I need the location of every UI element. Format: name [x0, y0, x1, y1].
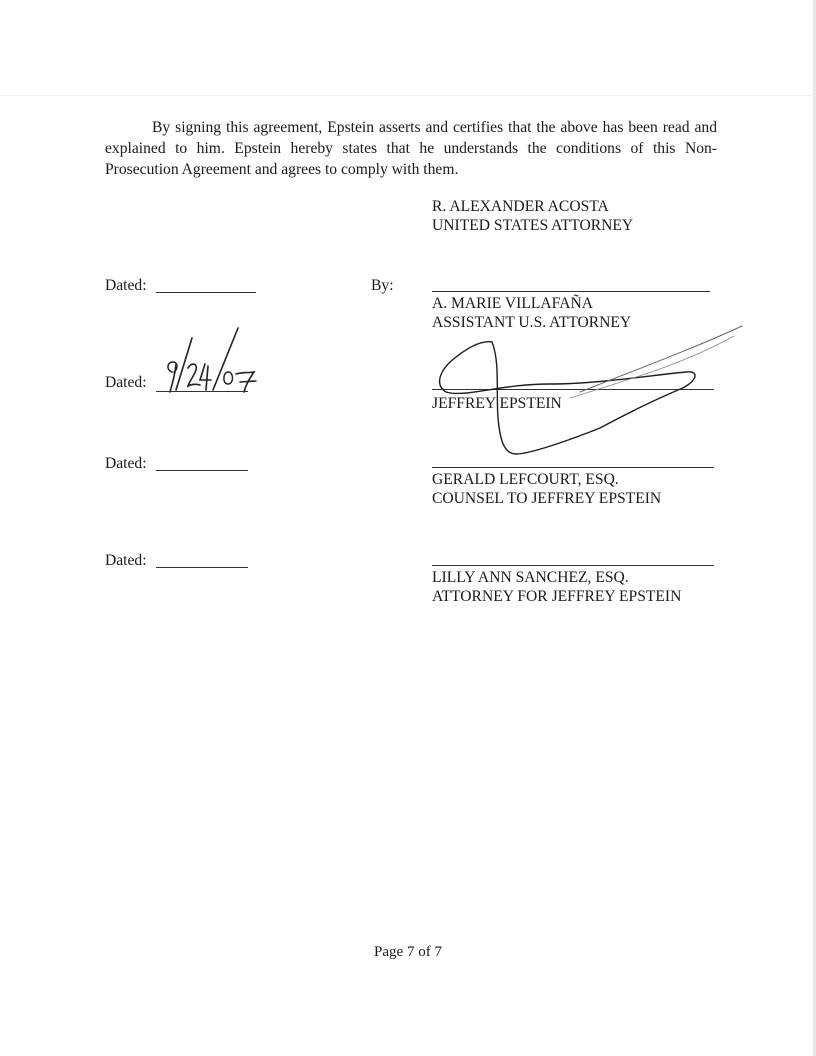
- certification-paragraph: By signing this agreement, Epstein asserts and certifies that the above has been read and explained to him. Epstein hereby states that he understands the conditions of this Non-Prosecution Agreement and agrees to comply with them.: [105, 119, 717, 178]
- dated-label-3: Dated:: [105, 455, 147, 472]
- signature-line-3: [432, 467, 714, 468]
- date-line-1: [156, 292, 256, 293]
- signature-line-1: [432, 291, 710, 292]
- dated-label-4: Dated:: [105, 552, 147, 569]
- lefcourt-title: COUNSEL TO JEFFREY EPSTEIN: [432, 490, 662, 507]
- epstein-signature: [430, 322, 750, 462]
- handwritten-date: [158, 324, 268, 396]
- signature-line-4: [432, 565, 714, 566]
- epstein-name: JEFFREY EPSTEIN: [432, 395, 562, 412]
- lefcourt-name: GERALD LEFCOURT, ESQ.: [432, 471, 619, 488]
- dated-label-1: Dated:: [105, 277, 147, 294]
- date-line-3: [156, 470, 248, 471]
- page-number: Page 7 of 7: [374, 944, 442, 960]
- sanchez-title: ATTORNEY FOR JEFFREY EPSTEIN: [432, 588, 682, 605]
- us-attorney-name: R. ALEXANDER ACOSTA: [432, 198, 609, 215]
- date-line-4: [156, 567, 248, 568]
- us-attorney-title: UNITED STATES ATTORNEY: [432, 217, 634, 234]
- ausa-title: ASSISTANT U.S. ATTORNEY: [432, 314, 632, 331]
- dated-label-2: Dated:: [105, 374, 147, 391]
- scan-artifact-line: [0, 95, 816, 96]
- sanchez-name: LILLY ANN SANCHEZ, ESQ.: [432, 569, 629, 586]
- by-label: By:: [371, 277, 394, 294]
- ausa-name: A. MARIE VILLAFAÑA: [432, 295, 593, 312]
